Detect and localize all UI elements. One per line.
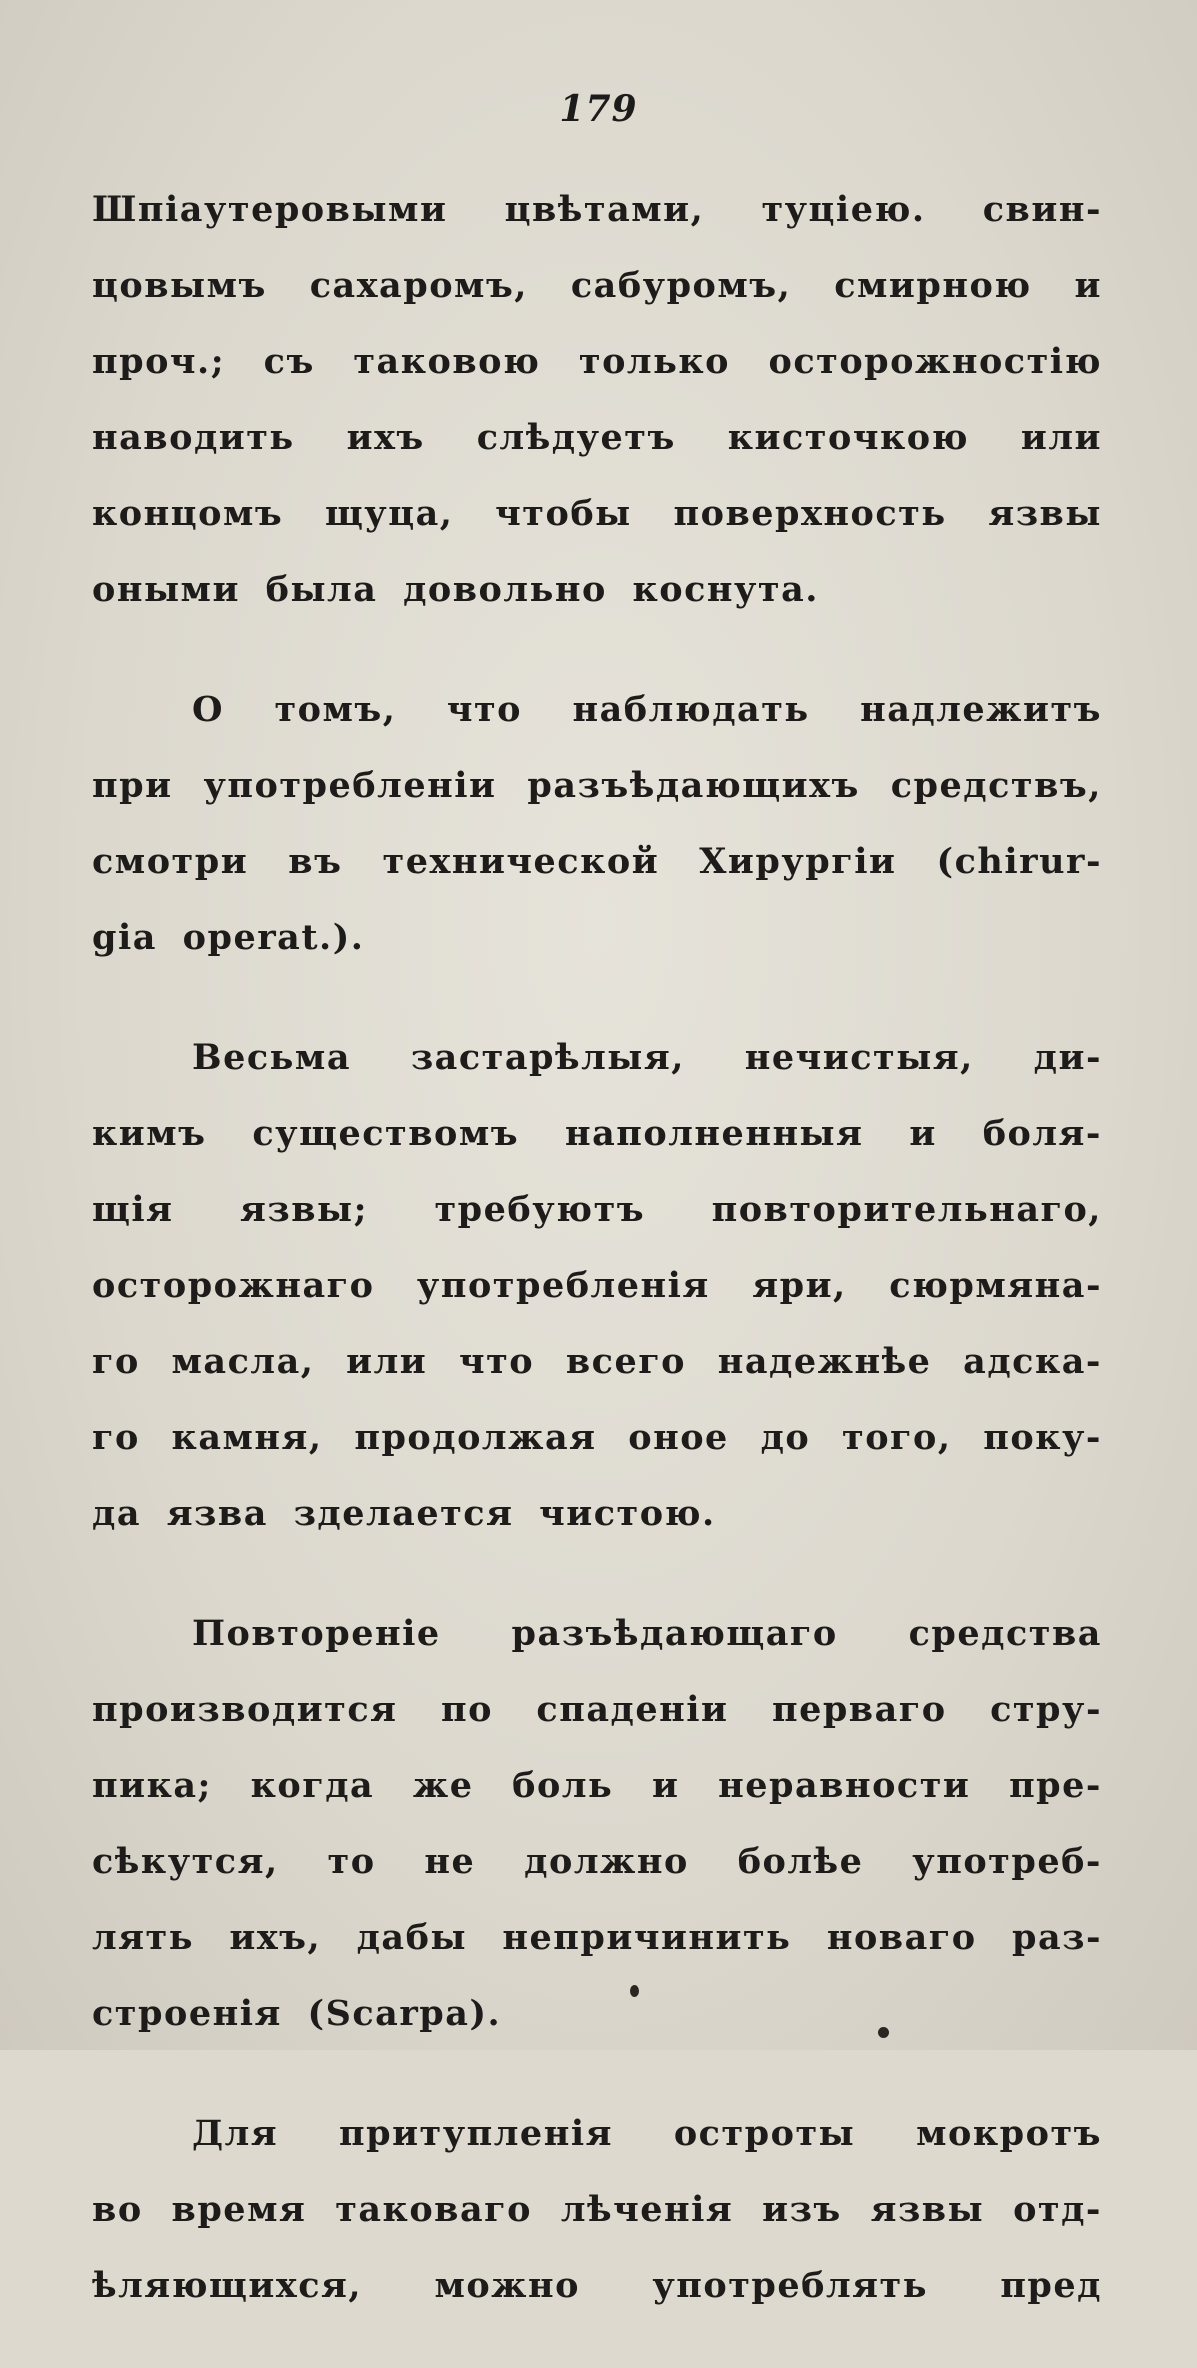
text-line: производится по спаденіи перваго стру- xyxy=(92,1689,1102,1730)
page-number: 179 xyxy=(559,88,638,130)
text-line: О томъ, что наблюдать надлежитъ xyxy=(192,689,1102,730)
paragraph xyxy=(92,1020,1102,1552)
text-line: осторожнаго употребленія яри, сюрмяна- xyxy=(92,1265,1102,1306)
paragraph xyxy=(92,172,1102,628)
text-line: сѣкутся, то не должно болѣе употреб- xyxy=(92,1841,1102,1882)
text-line: gia operat.). xyxy=(92,917,365,958)
text-line: смотри въ технической Хирургіи (chirur- xyxy=(92,841,1102,882)
text-line: Повтореніе разъѣдающаго средства xyxy=(192,1613,1102,1654)
text-line: лять ихъ, дабы непричинить новаго раз- xyxy=(92,1917,1102,1958)
paragraph xyxy=(92,672,1102,976)
text-line: концомъ щуца, чтобы поверхность язвы xyxy=(92,493,1102,534)
text-line: щія язвы; требуютъ повторительнаго, xyxy=(92,1189,1102,1230)
text-line: оными была довольно коснута. xyxy=(92,569,819,610)
paragraph xyxy=(92,1596,1102,2052)
text-line: ѣляющихся, можно употреблять пред xyxy=(92,2265,1102,2306)
text-line: Весьма застарѣлыя, нечистыя, ди- xyxy=(192,1037,1102,1078)
text-line: наводить ихъ слѣдуетъ кисточкою или xyxy=(92,417,1102,458)
paragraph xyxy=(92,2096,1102,2324)
text-line: го камня, продолжая оное до того, поку- xyxy=(92,1417,1102,1458)
text-line: при употребленіи разъѣдающихъ средствъ, xyxy=(92,765,1102,806)
ink-speck xyxy=(878,2027,889,2038)
text-line: кимъ существомъ наполненныя и боля- xyxy=(92,1113,1102,1154)
text-line: го масла, или что всего надежнѣе адска- xyxy=(92,1341,1102,1382)
text-line: Для притупленія остроты мокротъ xyxy=(192,2113,1102,2154)
text-line: проч.; съ таковою только осторожностію xyxy=(92,341,1102,382)
text-line: пика; когда же боль и неравности пре- xyxy=(92,1765,1102,1806)
text-line: во время таковаго лѣченія изъ язвы отд- xyxy=(92,2189,1102,2230)
text-line: строенія (Scarpa). xyxy=(92,1993,502,2034)
text-line: да язва зделается чистою. xyxy=(92,1493,716,1534)
body-text xyxy=(92,172,1102,2368)
ink-speck xyxy=(630,1985,639,1997)
text-line: цовымъ сахаромъ, сабуромъ, смирною и xyxy=(92,265,1102,306)
text-line: Шпіаутеровыми цвѣтами, туціею. свин- xyxy=(92,189,1102,230)
